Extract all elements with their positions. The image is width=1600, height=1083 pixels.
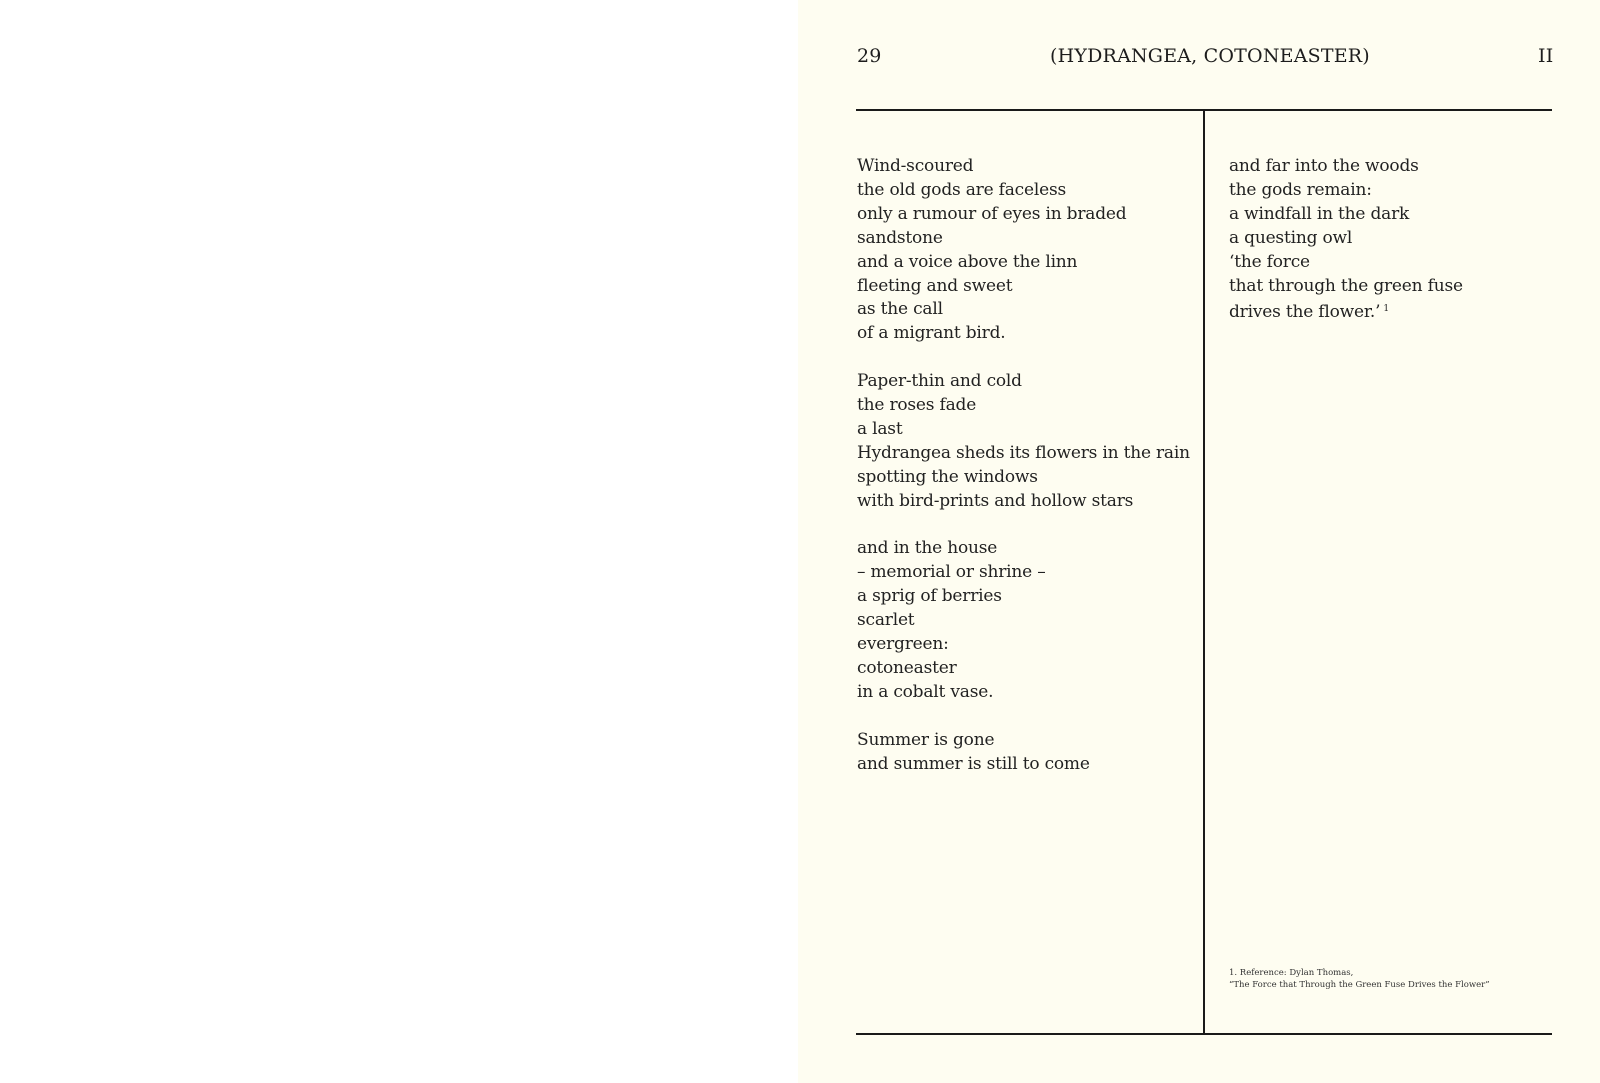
poem-line-with-footnote — [1229, 298, 1549, 325]
poem-line: Paper-thin and cold — [857, 371, 1022, 392]
section-title: (HYDRANGEA, COTONEASTER) — [1050, 45, 1370, 67]
poem-line: Hydrangea sheds its flowers in the rain — [857, 442, 1190, 463]
footnote-line: “The Force that Through the Green Fuse Drives the Flower” — [1229, 979, 1490, 990]
poem-line: cotoneaster — [857, 658, 957, 678]
poem-line: and in the house — [857, 538, 998, 559]
stanza — [857, 155, 1197, 346]
poem-line: Summer is gone — [857, 729, 995, 750]
poem-line: a questing owl — [1229, 227, 1353, 248]
poem-line: and far into the woods — [1229, 156, 1419, 176]
poem-line: of a migrant bird. — [857, 323, 1006, 344]
stanza — [857, 370, 1197, 513]
poem-line: and a voice above the linn — [857, 251, 1078, 272]
poem-line: sandstone — [857, 227, 943, 248]
poem-line: spotting the windows — [857, 466, 1038, 487]
poem-line: as the call — [857, 299, 943, 320]
poem-line: that through the green fuse — [1229, 275, 1463, 296]
bottom-rule — [856, 1033, 1552, 1035]
poem-line: ‘the force — [1229, 251, 1310, 272]
poem-line: the gods remain: — [1229, 179, 1372, 200]
poem-line-text: drives the flower.’ — [1229, 302, 1381, 323]
poem-line: Wind-scoured — [857, 156, 974, 176]
poem-line: scarlet — [857, 610, 915, 631]
stanza — [857, 537, 1197, 704]
poem-line: in a cobalt vase. — [857, 681, 994, 702]
stanza — [857, 729, 1197, 777]
poem-line: evergreen: — [857, 634, 949, 655]
section-number: II — [1538, 45, 1554, 67]
footnote-line: 1. Reference: Dylan Thomas, — [1229, 968, 1354, 978]
poem-left-column — [857, 155, 1197, 800]
left-page-blank — [0, 0, 798, 1083]
stanza — [1229, 155, 1549, 325]
poem-line: the old gods are faceless — [857, 179, 1067, 200]
poem-right-column — [1229, 155, 1549, 349]
footnote — [1229, 968, 1549, 991]
page-number: 29 — [857, 45, 882, 67]
column-divider — [1203, 110, 1205, 1034]
poem-line: a windfall in the dark — [1229, 203, 1410, 224]
poem-line: the roses fade — [857, 395, 977, 416]
poem-line: and summer is still to come — [857, 753, 1090, 774]
poem-line: with bird-prints and hollow stars — [857, 490, 1134, 511]
poem-line: a last — [857, 418, 903, 439]
poem-line: – memorial or shrine – — [857, 562, 1046, 583]
poem-line: only a rumour of eyes in braded — [857, 203, 1127, 224]
poem-line: fleeting and sweet — [857, 275, 1013, 296]
footnote-marker[interactable]: 1 — [1383, 304, 1389, 315]
poem-line: a sprig of berries — [857, 586, 1002, 607]
